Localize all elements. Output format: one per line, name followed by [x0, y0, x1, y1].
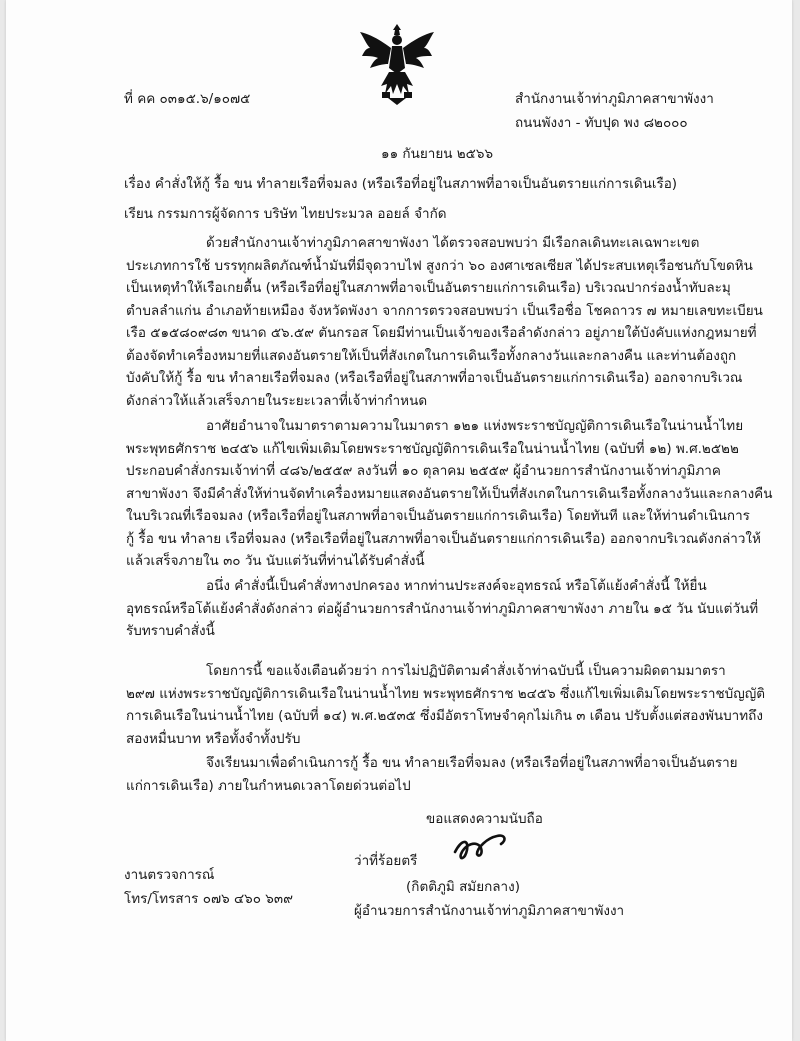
paragraph-line: ๒๙๗ แห่งพระราชบัญญัติการเดินเรือในน่านน้ำไทย พระพุทธศักราช ๒๔๕๖ ซึ่งแก้ไขเพิ่มเติมโดยพระราชบัญญัติ — [126, 685, 765, 702]
organization-address: ถนนพังงา - ทับปุด พง ๘๒๐๐๐ — [515, 115, 688, 131]
paragraph-line: ประกอบคำสั่งกรมเจ้าท่าที่ ๔๘๖/๒๕๕๙ ลงวันที่ ๑๐ ตุลาคม ๒๕๕๙ ผู้อำนวยการสำนักงานเจ้าท่าภูมิภาค — [126, 463, 721, 479]
paragraph-line: ในบริเวณที่เรือจมลง (หรือเรือที่อยู่ในสภาพที่อาจเป็นอันตรายแก่การเดินเรือ) โดยทันที และให้ท่านดำเนินการ — [126, 508, 750, 524]
paragraph-line: การเดินเรือในน่านน้ำไทย (ฉบับที่ ๑๔) พ.ศ.๒๕๓๕ ซึ่งมีอัตราโทษจำคุกไม่เกิน ๓ เดือน ปรับตั้งแต่สองพันบาทถึง — [126, 708, 763, 724]
paragraph-line: เรือ ๕๑๕๘๐๙๘๓ ขนาด ๕๖.๕๙ ตันกรอส โดยมีท่านเป็นเจ้าของเรือลำดังกล่าว อยู่ภายใต้บังคับแห่งกฎหมายที่ — [126, 325, 757, 341]
document-reference: ที่ คค ๐๓๑๕.๖/๑๐๗๕ — [124, 91, 251, 107]
signer-name: (กิตติภูมิ สมัยกลาง) — [406, 879, 520, 895]
paragraph-line: รับทราบคำสั่งนี้ — [126, 623, 215, 639]
paragraph-line: โดยการนี้ ขอแจ้งเตือนด้วยว่า การไม่ปฏิบัติตามคำสั่งเจ้าท่าฉบับนี้ เป็นความผิดตามมาตรา — [206, 663, 726, 679]
signature-icon — [451, 830, 511, 866]
letter-page — [6, 0, 792, 1041]
paragraph-line: สองหมื่นบาท หรือทั้งจำทั้งปรับ — [126, 730, 301, 747]
paragraph-line: แล้วเสร็จภายใน ๓๐ วัน นับแต่วันที่ท่านได้รับคำสั่งนี้ — [126, 553, 425, 569]
paragraph-line: กู้ รื้อ ขน ทำลาย เรือที่จมลง (หรือเรือที่อยู่ในสภาพที่อาจเป็นอันตรายแก่การเดินเรือ) ออกจากบริเวณดังกล่าวให้ — [126, 530, 761, 547]
signer-position: ผู้อำนวยการสำนักงานเจ้าท่าภูมิภาคสาขาพังงา — [354, 903, 625, 919]
paragraph-line: จึงเรียนมาเพื่อดำเนินการกู้ รื้อ ขน ทำลายเรือที่จมลง (หรือเรือที่อยู่ในสภาพที่อาจเป็นอันตราย — [206, 755, 738, 771]
footer-phone: โทร/โทรสาร ๐๗๖ ๔๖๐ ๖๓๙ — [124, 891, 293, 907]
paragraph-4 — [126, 660, 765, 750]
footer-department: งานตรวจการณ์ — [124, 867, 215, 883]
paragraph-line: แก่การเดินเรือ) ภายในกำหนดเวลาโดยด่วนต่อไป — [126, 777, 411, 794]
document-date: ๑๑ กันยายน ๒๕๖๖ — [381, 146, 494, 162]
paragraph-line: พระพุทธศักราช ๒๔๕๖ แก้ไขเพิ่มเติมโดยพระราชบัญญัติการเดินเรือในน่านน้ำไทย (ฉบับที่ ๑๒) พ.ศ.๒๕๒๒ — [126, 440, 739, 457]
paragraph-line: สาขาพังงา จึงมีคำสั่งให้ท่านจัดทำเครื่องหมายแสดงอันตรายให้เป็นที่สังเกตในการเดินเรือทั้งกลางวันและกลางคืน — [126, 485, 773, 502]
paragraph-line: ประเภทการใช้ บรรทุกผลิตภัณฑ์น้ำมันที่มีจุดวาบไฟ สูงกว่า ๖๐ องศาเซลเซียส ได้ประสบเหตุเรือชนกับโขดหิน — [126, 257, 753, 274]
paragraph-line: ด้วยสำนักงานเจ้าท่าภูมิภาคสาขาพังงา ได้ตรวจสอบพบว่า มีเรือกลเดินทะเลเฉพาะเขต — [206, 235, 700, 251]
paragraph-line: ตำบลลำแก่น อำเภอท้ายเหมือง จังหวัดพังงา จากการตรวจสอบพบว่า เป็นเรือชื่อ โชคถาวร ๗ หมายเลขทะเบียน — [126, 302, 763, 319]
garuda-emblem-icon — [358, 22, 436, 106]
document-recipient: เรียน กรรมการผู้จัดการ บริษัท ไทยประมวล ออยล์ จำกัด — [124, 206, 447, 222]
organization-name: สำนักงานเจ้าท่าภูมิภาคสาขาพังงา — [515, 91, 714, 107]
paragraph-line: อนึ่ง คำสั่งนี้เป็นคำสั่งทางปกครอง หากท่านประสงค์จะอุทธรณ์ หรือโต้แย้งคำสั่งนี้ ให้ยื่น — [206, 578, 707, 594]
paragraph-5 — [126, 752, 738, 797]
paragraph-line: ต้องจัดทำเครื่องหมายที่แสดงอันตรายให้เป็นที่สังเกตในการเดินเรือทั้งกลางวันและกลางคืน และท่านต้องถูก — [126, 347, 737, 364]
paragraph-1 — [126, 232, 763, 412]
paragraph-line: บังคับให้กู้ รื้อ ขน ทำลายเรือที่จมลง (หรือเรือที่อยู่ในสภาพที่อาจเป็นอันตรายแก่การเดินเรือ) ออกจากบริเวณ — [126, 370, 743, 386]
closing-regards: ขอแสดงความนับถือ — [426, 811, 543, 827]
document-subject: เรื่อง คำสั่งให้กู้ รื้อ ขน ทำลายเรือที่จมลง (หรือเรือที่อยู่ในสภาพที่อาจเป็นอันตรายแก่การเดินเรือ) — [124, 176, 678, 192]
signer-rank: ว่าที่ร้อยตรี — [354, 853, 418, 869]
paragraph-2 — [126, 415, 773, 573]
paragraph-line: อุทธรณ์หรือโต้แย้งคำสั่งดังกล่าว ต่อผู้อำนวยการสำนักงานเจ้าท่าภูมิภาคสาขาพังงา ภายใน ๑๕ วัน นับแต่วันที่ — [126, 600, 759, 617]
paragraph-line: เป็นเหตุทำให้เรือเกยตื้น (หรือเรือที่อยู่ในสภาพที่อาจเป็นอันตรายแก่การเดินเรือ) บริเวณปากร่องน้ำทับละมุ — [126, 280, 731, 296]
paragraph-3 — [126, 575, 759, 643]
paragraph-line: อาศัยอำนาจในมาตราตามความในมาตรา ๑๒๑ แห่งพระราชบัญญัติการเดินเรือในน่านน้ำไทย — [206, 418, 744, 434]
paragraph-line: ดังกล่าวให้แล้วเสร็จภายในระยะเวลาที่เจ้าท่ากำหนด — [126, 392, 428, 409]
